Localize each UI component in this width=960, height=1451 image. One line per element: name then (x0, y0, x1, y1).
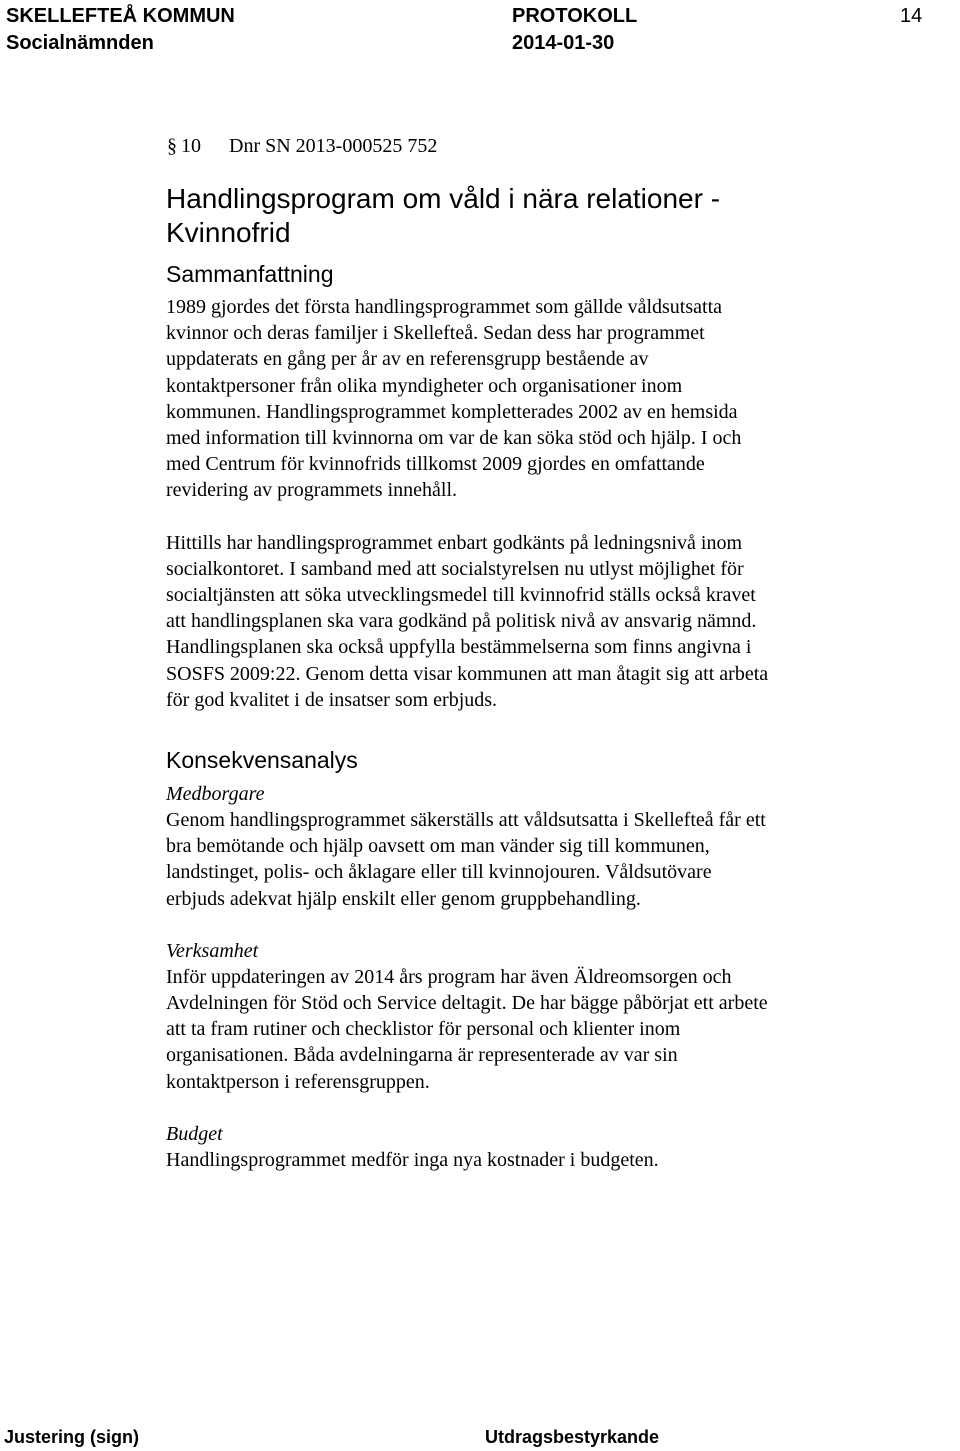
verksamhet-heading: Verksamhet (166, 939, 259, 962)
budget-heading: Budget (166, 1122, 223, 1145)
summary-paragraph-2: Hittills har handlingsprogrammet enbart godkänts på ledningsnivå inom socialkontoret. I samband med att socialstyrelsen nu utlyst möjlighet för socialtjänsten att söka utvecklingsmedel till kvinnofrid ställs också kravet att handlingsplanen ska vara godkänd på politisk nivå av ansvarig nämnd. Handlingsplanen ska också uppfylla bestämmelserna som finns angivna i SOSFS 2009:22. Genom detta visar kommunen att man åtagit sig att arbeta för god kvalitet i de insatser som erbjuds. (166, 531, 769, 711)
page-title: Handlingsprogram om våld i nära relationer - Kvinnofrid (166, 183, 721, 248)
paragraph-reference (167, 133, 437, 159)
summary-heading: Sammanfattning (166, 261, 334, 287)
verksamhet-text: Inför uppdateringen av 2014 års program har även Äldreomsorgen och Avdelningen för Stöd och Service deltagit. De har bägge påbörjat ett arbete att ta fram rutiner och checklistor för personal och klienter inom organisationen. Båda avdelningarna är representerade av var sin kontaktperson i referensgruppen. (166, 965, 768, 1093)
medborgare-text: Genom handlingsprogrammet säkerställs att våldsutsatta i Skellefteå får ett bra bemötande och hjälp oavsett om man vänder sig till kommunen, landstinget, polis- och åklagare eller till kvinnojouren. Våldsutövare erbjuds adekvat hjälp enskilt eller genom gruppbehandling. (166, 809, 766, 910)
board-name: Socialnämnden (6, 32, 154, 54)
medborgare-heading: Medborgare (166, 783, 265, 806)
budget-text: Handlingsprogrammet medför inga nya kostnader i budgeten. (166, 1148, 659, 1171)
organization-name: SKELLEFTEÅ KOMMUN (6, 5, 235, 27)
meeting-date: 2014-01-30 (512, 32, 615, 54)
page-number: 14 (900, 5, 923, 27)
summary-paragraph-1: 1989 gjordes det första handlingsprogrammet som gällde våldsutsatta kvinnor och deras familjer i Skellefteå. Sedan dess har programmet uppdaterats en gång per år av en referensgrupp bestående av kontaktpersoner från olika myndigheter och organisationer inom kommunen. Handlingsprogrammet kompletterades 2002 av en hemsida med information till kvinnorna om var de kan söka stöd och hjälp. I och med Centrum för kvinnofrids tillkomst 2009 gjordes en omfattande revidering av programmets innehåll. (166, 296, 742, 502)
analysis-heading: Konsekvensanalys (166, 747, 358, 774)
document-type: PROTOKOLL (512, 5, 638, 27)
case-number: Dnr SN 2013-000525 752 (229, 135, 438, 157)
paragraph-symbol: § (167, 135, 177, 157)
paragraph-number: 10 (181, 135, 201, 157)
footer-signature-label: Justering (sign) (4, 1427, 140, 1447)
footer-certification-label: Utdragsbestyrkande (485, 1427, 660, 1447)
document-body (166, 182, 906, 1173)
